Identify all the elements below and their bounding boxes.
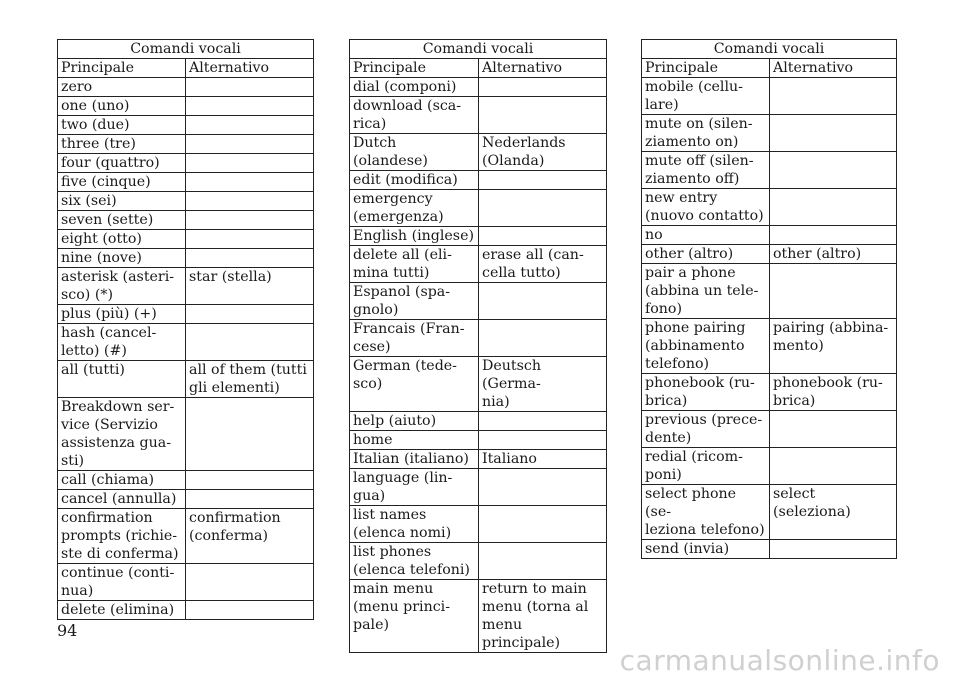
- command-principale: zero: [58, 78, 186, 97]
- command-principale: call (chiama): [58, 471, 186, 490]
- command-principale: four (quattro): [58, 154, 186, 173]
- table-row: [58, 564, 314, 601]
- table-row: [642, 245, 897, 264]
- table-row: [350, 283, 607, 320]
- command-principale: plus (più) (+): [58, 305, 186, 324]
- column-header-principale: Principale: [58, 59, 186, 78]
- command-alternativo: [770, 448, 897, 485]
- table-row: [58, 192, 314, 211]
- command-alternativo: [770, 226, 897, 245]
- command-principale: eight (otto): [58, 230, 186, 249]
- command-alternativo: [479, 227, 607, 246]
- command-principale: home: [350, 431, 479, 450]
- command-alternativo: return to main menu (torna al menu principale): [479, 580, 607, 653]
- command-alternativo: [186, 192, 314, 211]
- table-row: [642, 189, 897, 226]
- voice-commands-table-2: [349, 39, 607, 653]
- table-row: [58, 509, 314, 564]
- command-alternativo: Deutsch (Germa- nia): [479, 357, 607, 412]
- command-alternativo: Nederlands (Olanda): [479, 134, 607, 171]
- command-principale: dial (componi): [350, 78, 479, 97]
- command-principale: asterisk (asteri- sco) (*): [58, 268, 186, 305]
- command-alternativo: [186, 154, 314, 173]
- table-row: [642, 485, 897, 540]
- table-row: [350, 506, 607, 543]
- table-row: [58, 601, 314, 620]
- command-principale: six (sei): [58, 192, 186, 211]
- command-alternativo: [770, 189, 897, 226]
- command-alternativo: other (altro): [770, 245, 897, 264]
- command-alternativo: pairing (abbina- mento): [770, 319, 897, 374]
- column-header-alternativo: Alternativo: [186, 59, 314, 78]
- command-alternativo: [479, 469, 607, 506]
- command-alternativo: [186, 324, 314, 361]
- command-alternativo: confirmation (conferma): [186, 509, 314, 564]
- table-row: [58, 78, 314, 97]
- command-principale: help (aiuto): [350, 412, 479, 431]
- command-principale: no: [642, 226, 770, 245]
- watermark: carmanualsonline.info: [619, 644, 940, 677]
- command-principale: phone pairing (abbinamento telefono): [642, 319, 770, 374]
- command-principale: hash (cancel- letto) (#): [58, 324, 186, 361]
- table-row: [642, 226, 897, 245]
- table-row: [58, 116, 314, 135]
- command-alternativo: [186, 490, 314, 509]
- table-row: [350, 78, 607, 97]
- command-alternativo: phonebook (ru- brica): [770, 374, 897, 411]
- table-row: [350, 450, 607, 469]
- command-alternativo: [770, 115, 897, 152]
- table-title: Comandi vocali: [350, 40, 607, 59]
- command-principale: Francais (Fran- cese): [350, 320, 479, 357]
- table-row: [58, 211, 314, 230]
- command-principale: mute off (silen- ziamento off): [642, 152, 770, 189]
- command-alternativo: [186, 230, 314, 249]
- command-principale: Dutch (olandese): [350, 134, 479, 171]
- command-principale: language (lin- gua): [350, 469, 479, 506]
- table-row: [642, 540, 897, 559]
- page-number: 94: [57, 621, 78, 640]
- command-principale: German (tede- sco): [350, 357, 479, 412]
- table-row: [58, 490, 314, 509]
- command-alternativo: [479, 431, 607, 450]
- table-row: [642, 152, 897, 189]
- command-alternativo: [186, 249, 314, 268]
- command-alternativo: [770, 540, 897, 559]
- command-principale: continue (conti- nua): [58, 564, 186, 601]
- command-alternativo: all of them (tutti gli elementi): [186, 361, 314, 398]
- command-alternativo: [479, 412, 607, 431]
- voice-commands-table-3: [641, 39, 897, 559]
- table-row: [58, 324, 314, 361]
- command-principale: nine (nove): [58, 249, 186, 268]
- command-principale: other (altro): [642, 245, 770, 264]
- command-alternativo: [186, 97, 314, 116]
- table-row: [642, 448, 897, 485]
- table-row: [58, 173, 314, 192]
- table-row: [642, 78, 897, 115]
- table-row: [350, 357, 607, 412]
- command-alternativo: erase all (can- cella tutto): [479, 246, 607, 283]
- command-principale: confirmation prompts (richie- ste di conferma): [58, 509, 186, 564]
- command-alternativo: [186, 564, 314, 601]
- table-row: [350, 246, 607, 283]
- table-row: [350, 320, 607, 357]
- table-row: [642, 374, 897, 411]
- table-row: [350, 227, 607, 246]
- command-principale: cancel (annulla): [58, 490, 186, 509]
- table-row: [642, 264, 897, 319]
- command-alternativo: Italiano: [479, 450, 607, 469]
- command-alternativo: [186, 398, 314, 471]
- command-principale: mobile (cellu- lare): [642, 78, 770, 115]
- table-row: [58, 398, 314, 471]
- table-row: [58, 97, 314, 116]
- command-alternativo: [770, 152, 897, 189]
- command-principale: one (uno): [58, 97, 186, 116]
- command-alternativo: [186, 305, 314, 324]
- command-alternativo: [479, 171, 607, 190]
- command-principale: previous (prece- dente): [642, 411, 770, 448]
- command-principale: Breakdown ser- vice (Servizio assistenza gua- sti): [58, 398, 186, 471]
- table-row: [58, 249, 314, 268]
- command-principale: pair a phone (abbina un tele- fono): [642, 264, 770, 319]
- command-principale: list phones (elenca telefoni): [350, 543, 479, 580]
- table-row: [58, 361, 314, 398]
- command-alternativo: [186, 211, 314, 230]
- table-row: [350, 469, 607, 506]
- command-alternativo: [479, 543, 607, 580]
- command-alternativo: [186, 601, 314, 620]
- table-row: [350, 190, 607, 227]
- voice-commands-table-1: [57, 39, 314, 620]
- table-row: [58, 268, 314, 305]
- command-alternativo: [479, 190, 607, 227]
- table-row: [642, 411, 897, 448]
- command-principale: new entry (nuovo contatto): [642, 189, 770, 226]
- table-row: [642, 319, 897, 374]
- table-row: [350, 543, 607, 580]
- command-principale: five (cinque): [58, 173, 186, 192]
- command-alternativo: [479, 97, 607, 134]
- command-alternativo: [479, 283, 607, 320]
- table-row: [350, 580, 607, 653]
- table-row: [350, 134, 607, 171]
- command-principale: English (inglese): [350, 227, 479, 246]
- command-principale: delete (elimina): [58, 601, 186, 620]
- command-alternativo: [770, 264, 897, 319]
- command-principale: redial (ricom- poni): [642, 448, 770, 485]
- command-alternativo: [770, 78, 897, 115]
- command-principale: emergency (emergenza): [350, 190, 479, 227]
- command-principale: edit (modifica): [350, 171, 479, 190]
- table-row: [350, 412, 607, 431]
- command-principale: mute on (silen- ziamento on): [642, 115, 770, 152]
- command-principale: list names (elenca nomi): [350, 506, 479, 543]
- table-title: Comandi vocali: [642, 40, 897, 59]
- column-header-alternativo: Alternativo: [479, 59, 607, 78]
- command-principale: two (due): [58, 116, 186, 135]
- command-alternativo: select (seleziona): [770, 485, 897, 540]
- command-principale: send (invia): [642, 540, 770, 559]
- command-alternativo: [479, 78, 607, 97]
- table-row: [58, 305, 314, 324]
- command-alternativo: [479, 320, 607, 357]
- command-alternativo: [186, 173, 314, 192]
- command-alternativo: star (stella): [186, 268, 314, 305]
- command-alternativo: [186, 116, 314, 135]
- column-header-alternativo: Alternativo: [770, 59, 897, 78]
- command-principale: seven (sette): [58, 211, 186, 230]
- command-alternativo: [770, 411, 897, 448]
- command-principale: three (tre): [58, 135, 186, 154]
- command-principale: all (tutti): [58, 361, 186, 398]
- column-header-principale: Principale: [642, 59, 770, 78]
- column-header-principale: Principale: [350, 59, 479, 78]
- table-row: [58, 230, 314, 249]
- table-row: [350, 171, 607, 190]
- command-alternativo: [479, 506, 607, 543]
- command-principale: phonebook (ru- brica): [642, 374, 770, 411]
- command-principale: select phone (se- leziona telefono): [642, 485, 770, 540]
- table-title: Comandi vocali: [58, 40, 314, 59]
- command-alternativo: [186, 78, 314, 97]
- table-row: [350, 97, 607, 134]
- command-alternativo: [186, 471, 314, 490]
- table-row: [58, 135, 314, 154]
- command-principale: download (sca- rica): [350, 97, 479, 134]
- table-row: [642, 115, 897, 152]
- command-principale: Italian (italiano): [350, 450, 479, 469]
- command-principale: delete all (eli- mina tutti): [350, 246, 479, 283]
- command-principale: Espanol (spa- gnolo): [350, 283, 479, 320]
- command-principale: main menu (menu princi- pale): [350, 580, 479, 653]
- table-row: [350, 431, 607, 450]
- command-alternativo: [186, 135, 314, 154]
- table-row: [58, 154, 314, 173]
- table-row: [58, 471, 314, 490]
